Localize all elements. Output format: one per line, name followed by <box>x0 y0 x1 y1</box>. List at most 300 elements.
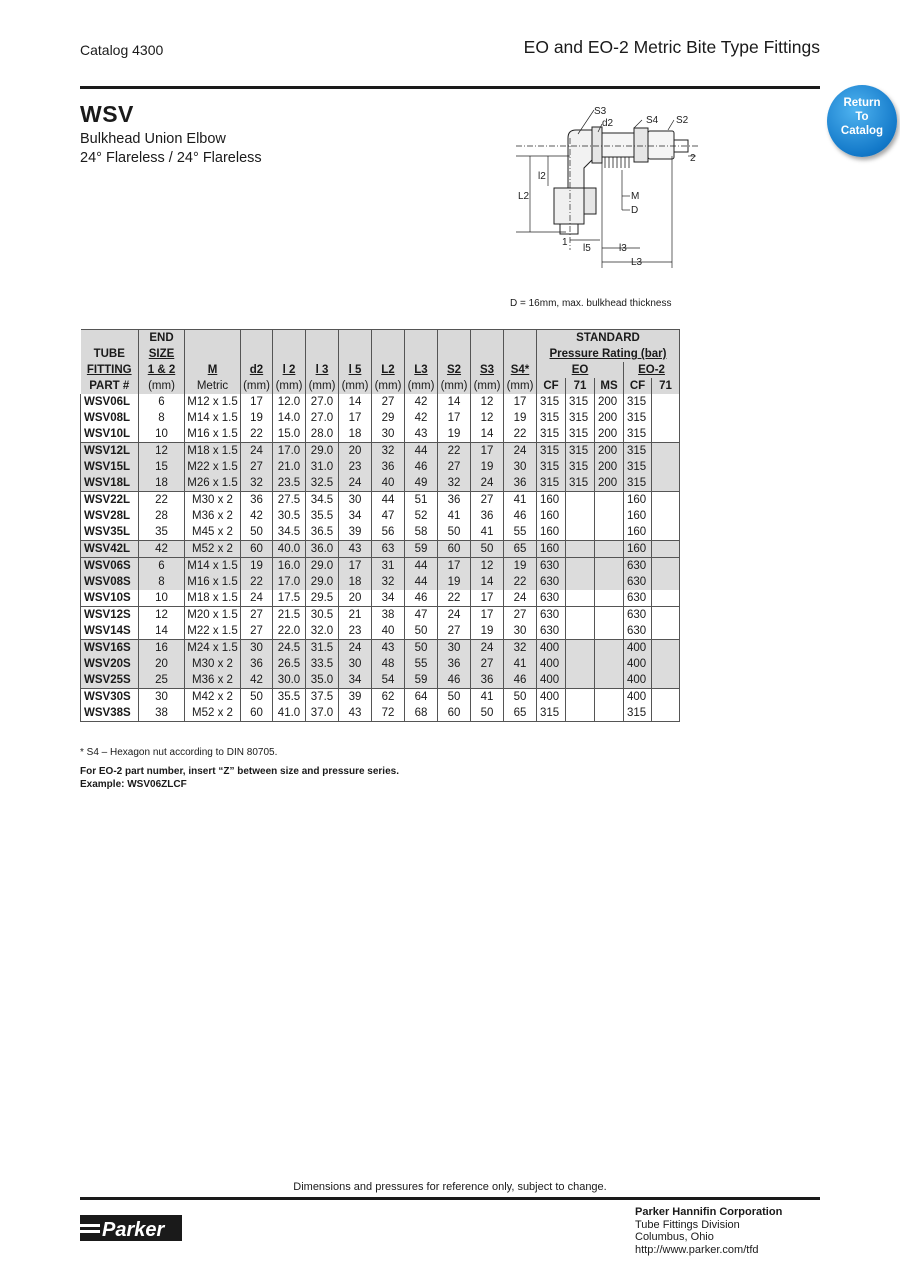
table-cell: 43 <box>372 640 405 657</box>
table-cell: 24 <box>339 475 372 492</box>
table-row <box>81 558 680 575</box>
table-cell: 30.5 <box>273 508 306 524</box>
table-cell: 34 <box>339 508 372 524</box>
table-cell: 62 <box>372 689 405 706</box>
header-l5: l 5 <box>339 362 372 378</box>
table-cell: 6 <box>139 558 185 575</box>
table-cell: 36.0 <box>306 541 339 558</box>
table-row <box>81 459 680 475</box>
table-cell: 6 <box>139 394 185 410</box>
part-number-cell: WSV16S <box>81 640 139 657</box>
table-cell <box>652 508 680 524</box>
table-row <box>81 574 680 590</box>
table-cell: 12 <box>139 607 185 624</box>
table-cell: 22 <box>504 426 537 443</box>
table-cell: 315 <box>537 410 566 426</box>
part-number-cell: WSV18L <box>81 475 139 492</box>
table-cell: 22.0 <box>273 623 306 640</box>
table-cell <box>595 689 624 706</box>
table-cell: 27.5 <box>273 492 306 509</box>
fitting-diagram <box>510 100 710 272</box>
header-end: END <box>139 330 185 347</box>
product-subtitle-2: 24° Flareless / 24° Flareless <box>80 150 262 166</box>
footer-rule <box>80 1197 820 1200</box>
table-cell: 400 <box>537 656 566 672</box>
table-cell: 44 <box>405 443 438 460</box>
table-cell: 400 <box>624 672 652 689</box>
table-cell: 32 <box>504 640 537 657</box>
table-cell: 160 <box>624 524 652 541</box>
table-cell: 24 <box>504 443 537 460</box>
table-cell: 24 <box>438 607 471 624</box>
table-cell: 59 <box>405 541 438 558</box>
table-cell: 630 <box>537 607 566 624</box>
header-tube: TUBE <box>81 346 139 362</box>
table-cell: 32.5 <box>306 475 339 492</box>
table-cell <box>652 672 680 689</box>
header-size-1-2: 1 & 2 <box>139 362 185 378</box>
table-cell <box>595 524 624 541</box>
table-cell: 32 <box>372 443 405 460</box>
table-cell <box>652 475 680 492</box>
header-eo-cf: CF <box>537 378 566 394</box>
table-cell: 23 <box>339 623 372 640</box>
table-cell: 315 <box>624 443 652 460</box>
table-cell: 54 <box>372 672 405 689</box>
header-fitting: FITTING <box>81 362 139 378</box>
table-cell: 32 <box>372 574 405 590</box>
table-cell: 315 <box>624 459 652 475</box>
table-row <box>81 475 680 492</box>
table-cell <box>595 508 624 524</box>
table-cell: 34 <box>339 672 372 689</box>
table-cell <box>566 508 595 524</box>
table-cell: 27 <box>241 623 273 640</box>
table-cell: 41 <box>504 656 537 672</box>
table-cell: 56 <box>372 524 405 541</box>
table-cell: 39 <box>339 524 372 541</box>
table-cell: M16 x 1.5 <box>185 426 241 443</box>
table-cell: 37.5 <box>306 689 339 706</box>
table-cell <box>595 656 624 672</box>
table-cell: 29.5 <box>306 590 339 607</box>
table-cell: 41 <box>471 524 504 541</box>
table-row <box>81 623 680 640</box>
table-cell: 14 <box>471 426 504 443</box>
table-cell: 59 <box>405 672 438 689</box>
table-cell: 30 <box>139 689 185 706</box>
unit-metric: Metric <box>185 378 241 394</box>
header-eo2-71: 71 <box>652 378 680 394</box>
table-cell: 160 <box>624 541 652 558</box>
table-cell: 58 <box>405 524 438 541</box>
table-cell: 315 <box>537 459 566 475</box>
table-cell: 27 <box>241 459 273 475</box>
table-row <box>81 640 680 657</box>
table-cell: 30 <box>339 492 372 509</box>
table-cell: 27 <box>438 623 471 640</box>
header-eo-ms: MS <box>595 378 624 394</box>
part-number-cell: WSV25S <box>81 672 139 689</box>
table-cell: 24 <box>241 590 273 607</box>
table-cell: 630 <box>624 607 652 624</box>
diagram-label-s3: S3 <box>594 106 607 117</box>
table-cell <box>595 574 624 590</box>
part-number-cell: WSV42L <box>81 541 139 558</box>
table-cell: 315 <box>624 475 652 492</box>
table-cell: 64 <box>405 689 438 706</box>
table-cell <box>652 558 680 575</box>
unit-mm: (mm) <box>241 378 273 394</box>
table-cell <box>595 705 624 722</box>
table-cell: 50 <box>241 689 273 706</box>
header-S2: S2 <box>438 362 471 378</box>
table-row <box>81 508 680 524</box>
table-cell: 34.5 <box>306 492 339 509</box>
table-cell: 41.0 <box>273 705 306 722</box>
header-l3: l 3 <box>306 362 339 378</box>
table-cell: 35.5 <box>273 689 306 706</box>
table-cell: M14 x 1.5 <box>185 558 241 575</box>
table-cell: 315 <box>624 705 652 722</box>
table-cell: 630 <box>537 623 566 640</box>
return-label-1: Return <box>843 97 881 109</box>
table-row <box>81 705 680 722</box>
table-cell <box>652 541 680 558</box>
table-cell: M52 x 2 <box>185 705 241 722</box>
table-cell: 24 <box>504 590 537 607</box>
table-row <box>81 426 680 443</box>
table-cell: M12 x 1.5 <box>185 394 241 410</box>
table-cell: 35.0 <box>306 672 339 689</box>
table-row <box>81 689 680 706</box>
table-cell: 15 <box>139 459 185 475</box>
table-cell: 27 <box>438 459 471 475</box>
table-cell: 17 <box>339 558 372 575</box>
table-cell: 40 <box>372 475 405 492</box>
table-cell: 50 <box>471 705 504 722</box>
table-row <box>81 443 680 460</box>
return-label-2: To <box>855 111 869 123</box>
table-row <box>81 410 680 426</box>
table-cell: 21 <box>339 607 372 624</box>
table-cell: 31.0 <box>306 459 339 475</box>
table-cell: M22 x 1.5 <box>185 623 241 640</box>
table-cell: 36 <box>504 475 537 492</box>
table-cell: 19 <box>241 558 273 575</box>
table-cell: 22 <box>241 574 273 590</box>
table-cell: 42 <box>241 672 273 689</box>
table-cell: 29.0 <box>306 443 339 460</box>
table-cell: 400 <box>537 689 566 706</box>
table-cell: M18 x 1.5 <box>185 590 241 607</box>
part-number-cell: WSV10L <box>81 426 139 443</box>
table-cell: 630 <box>537 558 566 575</box>
diagram-label-l5: l5 <box>583 243 591 254</box>
part-number-cell: WSV15L <box>81 459 139 475</box>
unit-mm: (mm) <box>471 378 504 394</box>
table-cell <box>566 492 595 509</box>
table-cell: 17 <box>471 443 504 460</box>
company-url[interactable]: http://www.parker.com/tfd <box>635 1243 759 1256</box>
diagram-label-2: 2 <box>690 153 696 164</box>
table-cell: M18 x 1.5 <box>185 443 241 460</box>
table-cell: 24 <box>339 640 372 657</box>
table-cell <box>595 558 624 575</box>
table-cell: 25 <box>139 672 185 689</box>
table-cell: 23 <box>339 459 372 475</box>
table-cell: 44 <box>372 492 405 509</box>
diagram-label-l3: l3 <box>619 243 627 254</box>
table-cell: 32 <box>438 475 471 492</box>
table-cell: M30 x 2 <box>185 492 241 509</box>
table-row <box>81 672 680 689</box>
table-cell: 27 <box>504 607 537 624</box>
table-cell: 24 <box>471 640 504 657</box>
header-S4: S4* <box>504 362 537 378</box>
table-cell: 19 <box>471 623 504 640</box>
table-cell: M30 x 2 <box>185 656 241 672</box>
table-cell: 43 <box>339 541 372 558</box>
table-cell <box>595 492 624 509</box>
table-cell <box>566 672 595 689</box>
table-cell: 38 <box>372 607 405 624</box>
table-cell: 30.0 <box>273 672 306 689</box>
part-number-cell: WSV12L <box>81 443 139 460</box>
table-cell: 50 <box>504 689 537 706</box>
table-cell: 29.0 <box>306 558 339 575</box>
table-cell <box>566 623 595 640</box>
diagram-label-m: M <box>631 191 640 202</box>
part-number-cell: WSV08S <box>81 574 139 590</box>
header-blank <box>81 330 139 347</box>
table-cell: 23.5 <box>273 475 306 492</box>
table-row <box>81 394 680 410</box>
table-cell: 630 <box>624 574 652 590</box>
return-label-3: Catalog <box>840 125 884 137</box>
table-cell: 47 <box>405 607 438 624</box>
table-cell: 160 <box>537 508 566 524</box>
table-cell <box>652 459 680 475</box>
table-cell: 14 <box>438 394 471 410</box>
table-cell: 16.0 <box>273 558 306 575</box>
header-rule <box>80 86 820 89</box>
table-cell: 14 <box>139 623 185 640</box>
table-cell: 30 <box>504 459 537 475</box>
part-number-cell: WSV38S <box>81 705 139 722</box>
table-cell: 12.0 <box>273 394 306 410</box>
table-cell: 160 <box>537 524 566 541</box>
header-eo: EO <box>537 362 624 378</box>
unit-mm: (mm) <box>339 378 372 394</box>
table-cell: 40 <box>372 623 405 640</box>
table-cell: 42 <box>405 410 438 426</box>
table-cell: 46 <box>504 508 537 524</box>
table-cell: 43 <box>405 426 438 443</box>
table-cell: 26.5 <box>273 656 306 672</box>
part-number-cell: WSV06S <box>81 558 139 575</box>
part-number-cell: WSV10S <box>81 590 139 607</box>
table-cell: 17.5 <box>273 590 306 607</box>
table-cell: 21.0 <box>273 459 306 475</box>
table-cell <box>652 623 680 640</box>
table-cell: 50 <box>241 524 273 541</box>
table-cell: 36 <box>438 492 471 509</box>
unit-mm: (mm) <box>139 378 185 394</box>
table-cell <box>595 590 624 607</box>
disclaimer: Dimensions and pressures for reference only, subject to change. <box>293 1181 607 1193</box>
table-cell <box>595 541 624 558</box>
header-part: PART # <box>81 378 139 394</box>
table-cell <box>595 623 624 640</box>
table-cell: 315 <box>624 426 652 443</box>
table-cell: 35 <box>139 524 185 541</box>
table-cell: 60 <box>241 541 273 558</box>
diagram-label-1: 1 <box>562 237 568 248</box>
table-cell: 19 <box>438 574 471 590</box>
table-cell <box>652 443 680 460</box>
product-subtitle: Bulkhead Union Elbow <box>80 131 226 147</box>
table-cell <box>652 574 680 590</box>
table-cell: 315 <box>537 443 566 460</box>
document-title: EO and EO-2 Metric Bite Type Fittings <box>523 37 820 57</box>
table-cell: 630 <box>537 590 566 607</box>
table-cell: 12 <box>471 410 504 426</box>
company-division: Tube Fittings Division <box>635 1218 740 1231</box>
table-cell: 8 <box>139 410 185 426</box>
table-cell: 65 <box>504 705 537 722</box>
table-row <box>81 607 680 624</box>
table-cell: 27.0 <box>306 394 339 410</box>
table-cell: 50 <box>438 689 471 706</box>
header-eo-71: 71 <box>566 378 595 394</box>
table-cell: 36 <box>471 508 504 524</box>
table-cell <box>652 607 680 624</box>
table-cell: 32.0 <box>306 623 339 640</box>
table-cell: 29.0 <box>306 574 339 590</box>
table-cell: 19 <box>241 410 273 426</box>
diagram-label-s2: S2 <box>676 115 689 126</box>
table-cell <box>566 640 595 657</box>
table-cell: 34.5 <box>273 524 306 541</box>
table-cell: 38 <box>139 705 185 722</box>
table-cell: 42 <box>139 541 185 558</box>
table-cell: 17 <box>438 410 471 426</box>
table-cell: 17 <box>471 590 504 607</box>
unit-mm: (mm) <box>504 378 537 394</box>
table-cell: 55 <box>504 524 537 541</box>
header-standard: STANDARD <box>537 330 680 347</box>
table-cell: 12 <box>471 394 504 410</box>
table-cell: 18 <box>139 475 185 492</box>
table-cell: 315 <box>566 443 595 460</box>
table-cell: 630 <box>624 558 652 575</box>
table-cell <box>566 541 595 558</box>
table-cell <box>652 705 680 722</box>
return-to-catalog-button[interactable] <box>827 85 897 157</box>
table-cell: M52 x 2 <box>185 541 241 558</box>
table-cell: 17 <box>339 410 372 426</box>
table-cell: 315 <box>537 475 566 492</box>
part-number-cell: WSV08L <box>81 410 139 426</box>
table-cell: 42 <box>241 508 273 524</box>
table-cell <box>595 607 624 624</box>
company-name: Parker Hannifin Corporation <box>635 1206 783 1218</box>
table-cell: 36 <box>372 459 405 475</box>
table-row <box>81 656 680 672</box>
table-cell: 17 <box>504 394 537 410</box>
table-cell: 14 <box>471 574 504 590</box>
table-cell: 400 <box>624 640 652 657</box>
table-cell: 24 <box>241 443 273 460</box>
part-number-cell: WSV06L <box>81 394 139 410</box>
product-code: WSV <box>80 101 134 127</box>
table-cell: 28.0 <box>306 426 339 443</box>
table-cell: 72 <box>372 705 405 722</box>
table-cell <box>566 590 595 607</box>
table-cell: 51 <box>405 492 438 509</box>
table-cell: 18 <box>339 574 372 590</box>
company-block <box>635 1206 782 1256</box>
table-cell: 400 <box>624 656 652 672</box>
table-cell <box>566 574 595 590</box>
table-cell: 30 <box>372 426 405 443</box>
table-cell: 19 <box>504 558 537 575</box>
table-cell: 200 <box>595 426 624 443</box>
table-cell <box>652 410 680 426</box>
table-cell: 30 <box>339 656 372 672</box>
table-cell: 12 <box>139 443 185 460</box>
header-l2: l 2 <box>273 362 306 378</box>
table-cell: 27 <box>241 607 273 624</box>
table-cell: 35.5 <box>306 508 339 524</box>
table-cell: 19 <box>504 410 537 426</box>
table-cell <box>566 689 595 706</box>
table-cell: 315 <box>537 426 566 443</box>
table-cell: 55 <box>405 656 438 672</box>
table-cell: 68 <box>405 705 438 722</box>
table-cell: M14 x 1.5 <box>185 410 241 426</box>
table-cell: M22 x 1.5 <box>185 459 241 475</box>
table-cell: 31.5 <box>306 640 339 657</box>
table-cell: 200 <box>595 475 624 492</box>
diagram-label-L3: L3 <box>631 257 643 268</box>
table-cell: 8 <box>139 574 185 590</box>
table-cell: 10 <box>139 426 185 443</box>
table-cell <box>566 607 595 624</box>
table-cell: 400 <box>537 640 566 657</box>
table-cell <box>566 656 595 672</box>
unit-mm: (mm) <box>405 378 438 394</box>
table-cell: 27.0 <box>306 410 339 426</box>
table-cell: 27 <box>471 656 504 672</box>
table-cell: 32 <box>241 475 273 492</box>
table-cell: 65 <box>504 541 537 558</box>
table-cell: 44 <box>405 574 438 590</box>
table-cell: 31 <box>372 558 405 575</box>
table-row <box>81 541 680 558</box>
diagram-label-d: D <box>631 205 639 216</box>
table-cell: 22 <box>139 492 185 509</box>
part-number-cell: WSV30S <box>81 689 139 706</box>
company-city: Columbus, Ohio <box>635 1231 714 1243</box>
table-cell: 50 <box>438 524 471 541</box>
table-cell: 28 <box>139 508 185 524</box>
table-cell: 19 <box>471 459 504 475</box>
table-cell: 36.5 <box>306 524 339 541</box>
table-cell: 200 <box>595 394 624 410</box>
table-cell: 41 <box>504 492 537 509</box>
